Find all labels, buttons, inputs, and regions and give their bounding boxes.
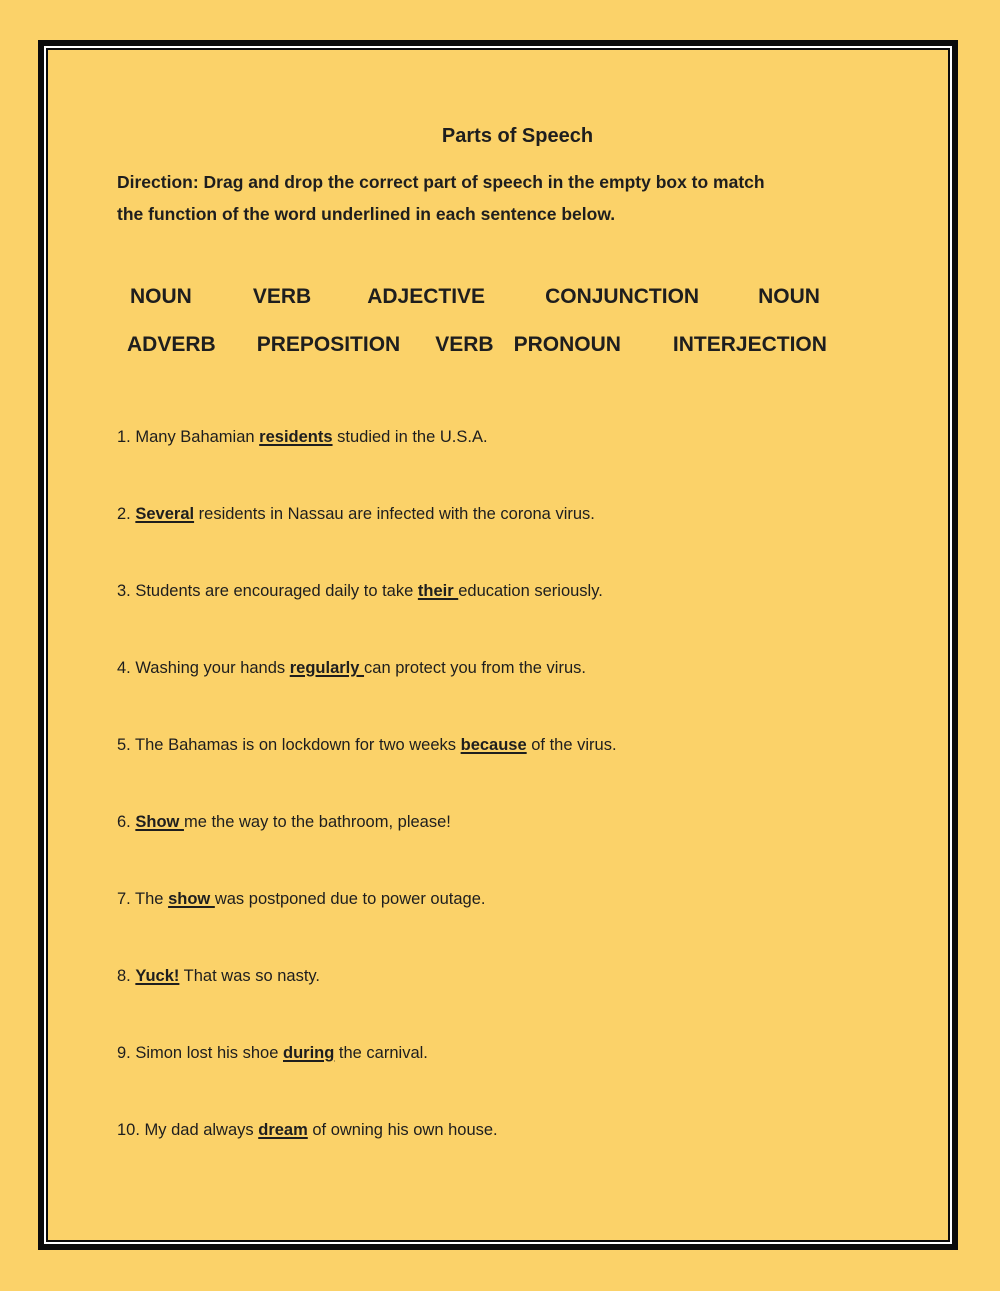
direction-text	[117, 166, 918, 230]
worksheet-frame	[38, 40, 958, 1250]
sentence-text: the carnival.	[334, 1044, 428, 1062]
sentence-text: 10. My dad always	[117, 1121, 259, 1139]
sentence-text: 4. Washing your hands	[117, 659, 290, 677]
sentence-text: 6.	[117, 813, 136, 831]
sentence-text: 5. The Bahamas is on lockdown for two weeks	[117, 736, 461, 754]
sentence-8	[117, 965, 918, 987]
sentence-text: That was so nasty.	[179, 967, 321, 985]
underlined-word: Yuck!	[135, 967, 180, 985]
underlined-word: their	[417, 582, 459, 600]
direction-line-2: the function of the word underlined in each sentence below.	[117, 204, 616, 224]
underlined-word: regularly	[289, 659, 365, 677]
sentence-10	[117, 1119, 918, 1141]
sentence-text: 1. Many Bahamian	[117, 428, 260, 446]
word-bank-item-pronoun[interactable]: PRONOUN	[513, 333, 621, 356]
direction-line-1: Direction: Drag and drop the correct part of speech in the empty box to match	[117, 172, 765, 192]
word-bank-item-conjunction[interactable]: CONJUNCTION	[545, 285, 700, 308]
underlined-word: residents	[259, 428, 333, 446]
sentence-text: 9. Simon lost his shoe	[117, 1044, 283, 1062]
sentence-text: 2.	[117, 505, 136, 523]
sentence-7	[117, 888, 918, 910]
word-bank-row-1	[117, 284, 918, 310]
word-bank-item-noun-1[interactable]: NOUN	[130, 285, 192, 308]
word-bank-row-2	[117, 332, 918, 358]
sentence-text: can protect you from the virus.	[364, 659, 586, 677]
underlined-word: Show	[135, 813, 184, 831]
sentence-text: 7. The	[117, 890, 169, 908]
worksheet-content	[46, 48, 950, 1242]
sentence-text: studied in the U.S.A.	[332, 428, 488, 446]
sentence-text: of owning his own house.	[307, 1121, 498, 1139]
underlined-word: during	[283, 1044, 335, 1062]
sentence-text: me the way to the bathroom, please!	[183, 813, 451, 831]
sentence-2	[117, 503, 918, 525]
sentence-list	[117, 426, 918, 1141]
underlined-word: because	[460, 736, 527, 754]
sentence-9	[117, 1042, 918, 1064]
page-title: Parts of Speech	[441, 125, 594, 147]
word-bank-item-verb-2[interactable]: VERB	[435, 333, 494, 356]
sentence-text: 8.	[117, 967, 136, 985]
underlined-word: dream	[258, 1121, 308, 1139]
underlined-word: show	[168, 890, 215, 908]
sentence-1	[117, 426, 918, 448]
word-bank-item-verb-1[interactable]: VERB	[252, 285, 312, 308]
sentence-5	[117, 734, 918, 756]
word-bank-item-preposition[interactable]: PREPOSITION	[256, 333, 401, 356]
sentence-6	[117, 811, 918, 833]
sentence-3	[117, 580, 918, 602]
sentence-4	[117, 657, 918, 679]
word-bank-item-adverb[interactable]: ADVERB	[127, 333, 216, 356]
sentence-text: of the virus.	[526, 736, 617, 754]
word-bank-item-interjection[interactable]: INTERJECTION	[672, 333, 827, 356]
sentence-text: education seriously.	[458, 582, 603, 600]
word-bank-item-adjective[interactable]: ADJECTIVE	[367, 285, 486, 308]
underlined-word: Several	[135, 505, 195, 523]
sentence-text: 3. Students are encouraged daily to take	[117, 582, 418, 600]
word-bank	[117, 284, 918, 358]
word-bank-item-noun-2[interactable]: NOUN	[758, 285, 820, 308]
sentence-text: was postponed due to power outage.	[214, 890, 486, 908]
sentence-text: residents in Nassau are infected with the corona virus.	[194, 505, 595, 523]
